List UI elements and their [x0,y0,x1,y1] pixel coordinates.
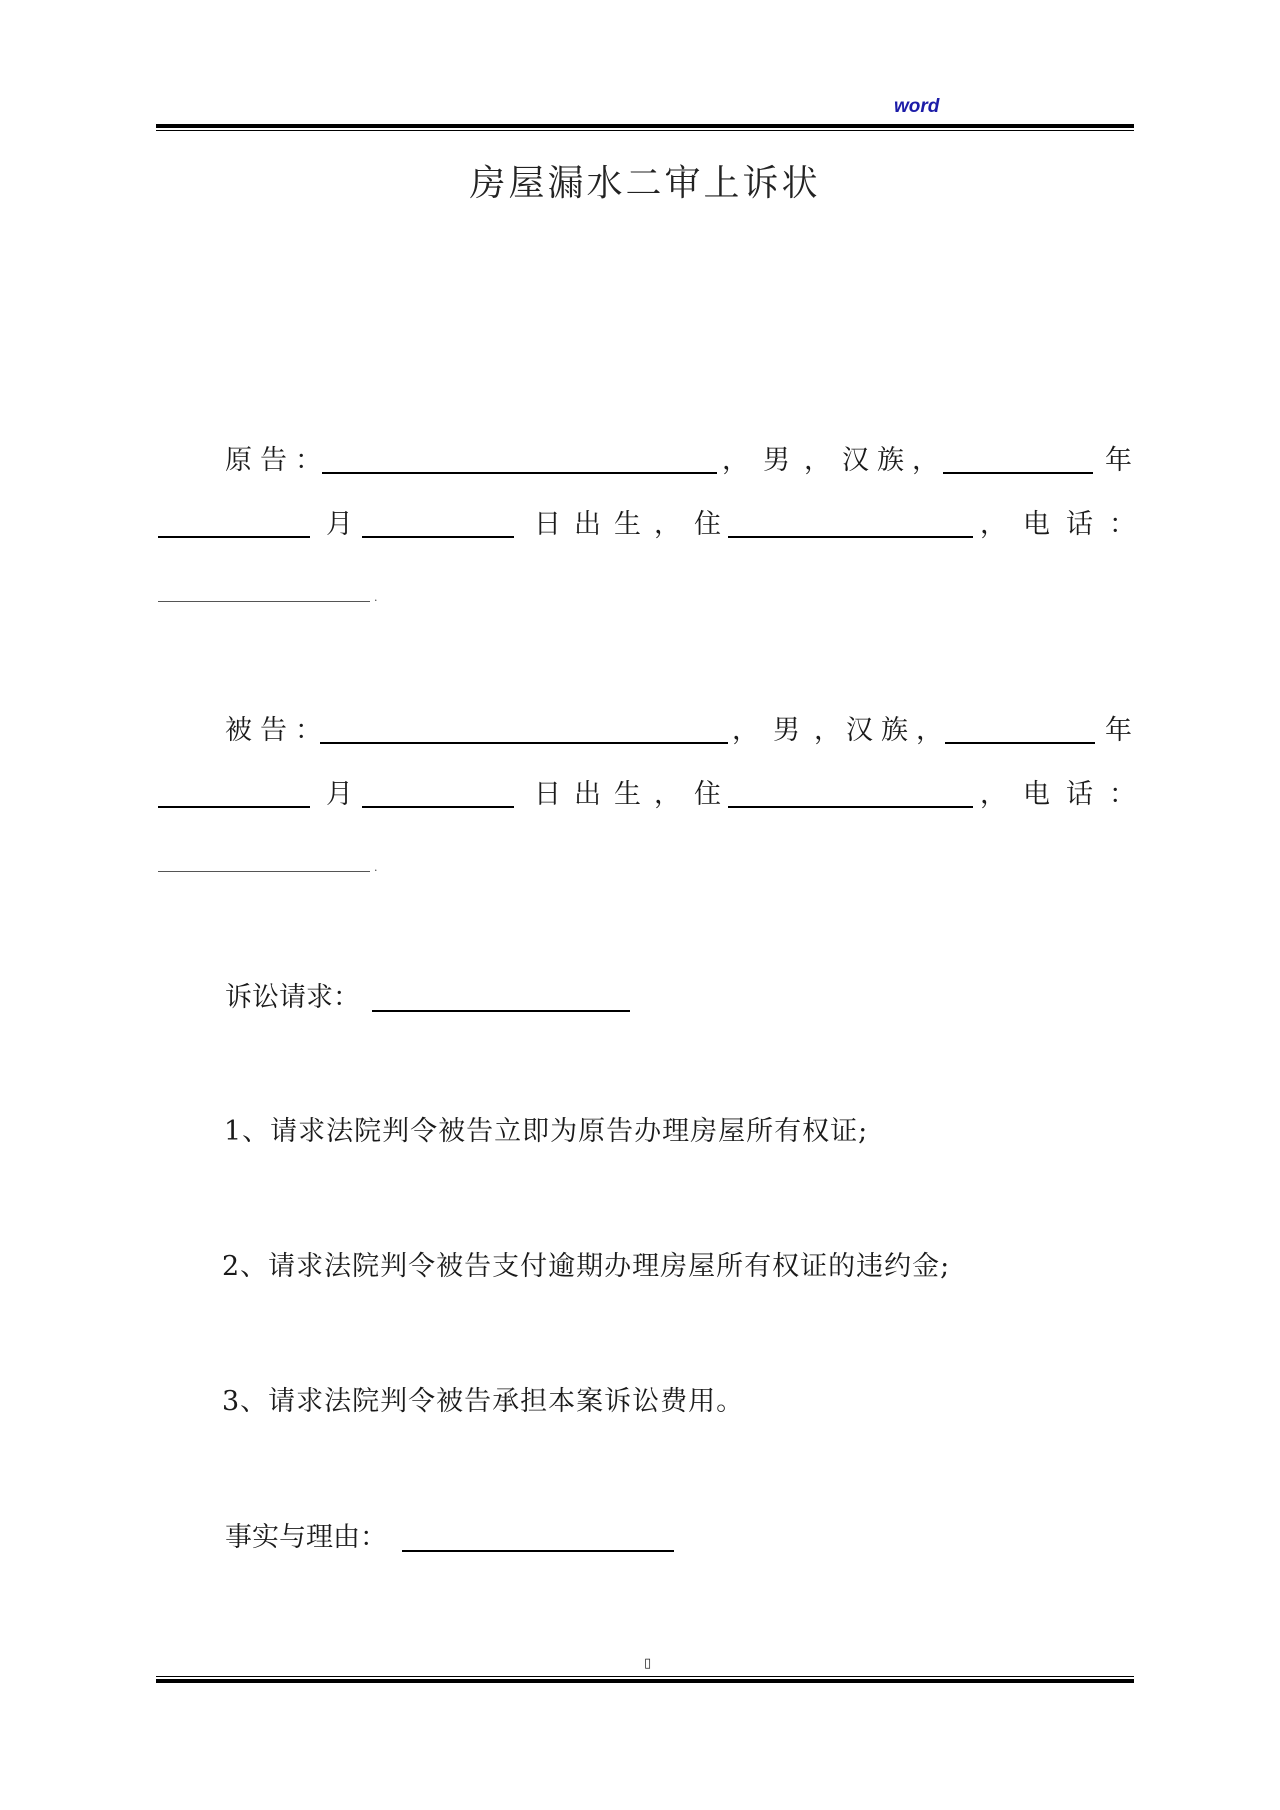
defendant-ethnicity: 汉族， [846,715,951,746]
plaintiff-birth-year-blank[interactable] [943,472,1093,474]
claims-label: 诉讼请求： [225,982,360,1013]
defendant-residence-label: 住 [694,779,721,810]
defendant-birth-label: 日出生， [534,779,694,810]
footer-rule [156,1674,1134,1683]
defendant-label: 被告： [225,715,330,746]
header-word-mark: word [894,96,940,117]
plaintiff-end-mark: . [374,591,378,604]
facts-blank[interactable] [402,1550,674,1552]
plaintiff-label: 原告： [225,445,330,476]
header-rule [156,124,1134,131]
plaintiff-ethnicity: 汉族， [842,445,947,476]
plaintiff-name-blank[interactable] [322,472,717,474]
defendant-phone-label: ，电话： [980,779,1152,810]
defendant-phone-blank[interactable] [158,871,370,872]
plaintiff-birth-day-blank[interactable] [362,536,514,538]
plaintiff-phone-blank[interactable] [158,601,370,602]
defendant-birth-day-blank[interactable] [362,806,514,808]
defendant-year-label: 年 [1105,715,1132,746]
plaintiff-birth-month-blank[interactable] [158,536,310,538]
claim-item-2: 2、请求法院判令被告支付逾期办理房屋所有权证的违约金; [222,1251,951,1282]
plaintiff-residence-label: 住 [694,509,721,540]
plaintiff-address-blank[interactable] [728,536,973,538]
claims-blank[interactable] [372,1010,630,1012]
defendant-name-blank[interactable] [320,742,728,744]
defendant-month-label: 月 [326,779,353,810]
defendant-address-blank[interactable] [728,806,973,808]
defendant-end-mark: . [374,861,378,874]
defendant-gender: ，男， [732,715,855,746]
plaintiff-gender: ，男， [722,445,845,476]
plaintiff-year-label: 年 [1105,445,1132,476]
claim-item-3: 3、请求法院判令被告承担本案诉讼费用。 [222,1386,745,1417]
facts-label: 事实与理由： [225,1522,387,1553]
claim-item-1: 1、请求法院判令被告立即为原告办理房屋所有权证; [224,1116,869,1147]
defendant-birth-year-blank[interactable] [945,742,1095,744]
plaintiff-birth-label: 日出生， [534,509,694,540]
plaintiff-phone-label: ，电话： [980,509,1152,540]
defendant-birth-month-blank[interactable] [158,806,310,808]
plaintiff-month-label: 月 [326,509,353,540]
page-number: ▯ [644,1656,652,1671]
document-title: 房屋漏水二审上诉状 [469,163,821,204]
